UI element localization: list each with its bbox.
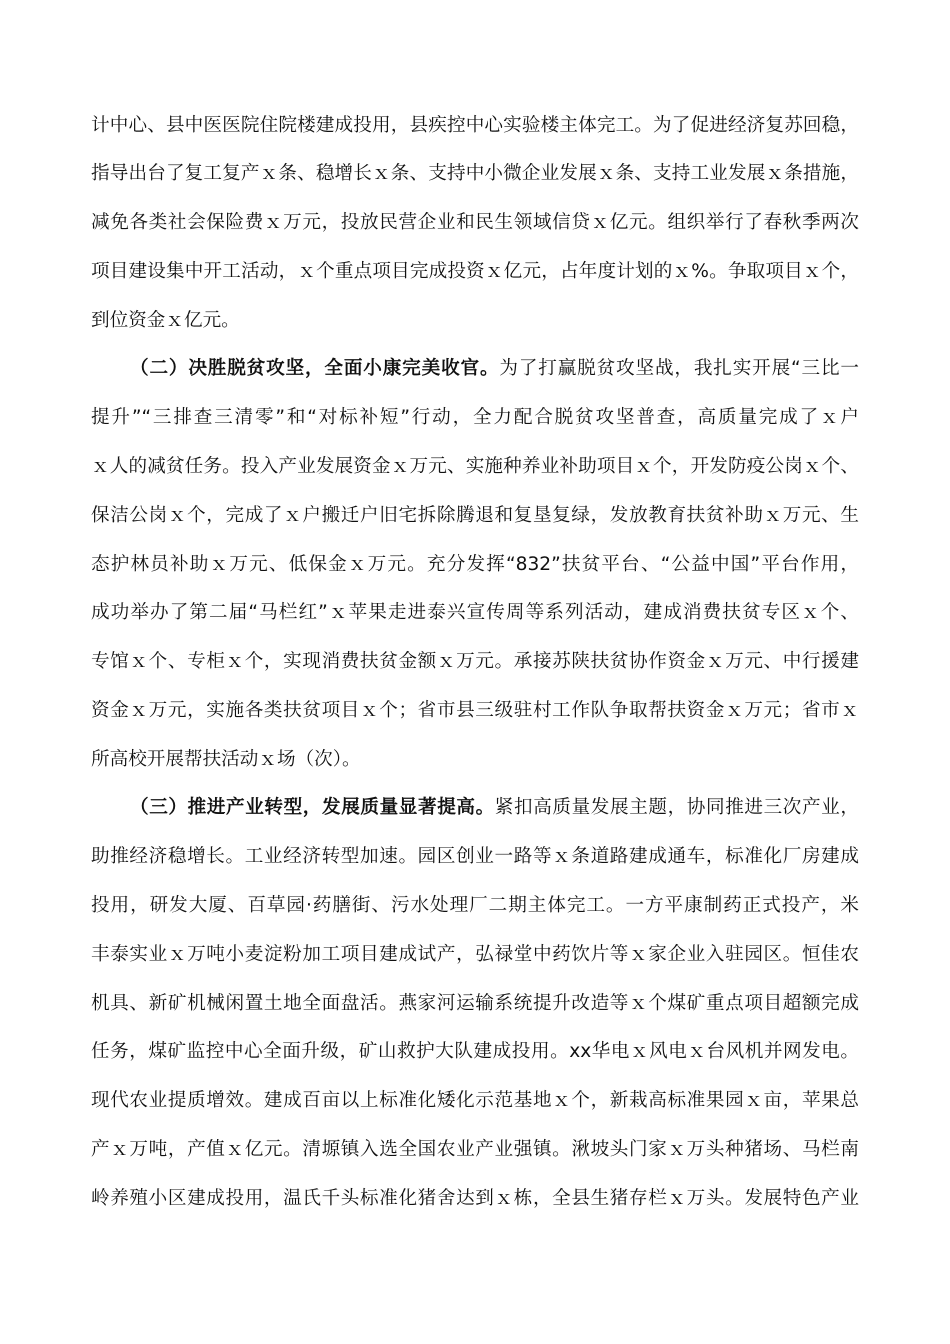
text-line: 现代农业提质增效。建成百亩以上标准化矮化示范基地ｘ个，新栽高标准果园ｘ亩，苹果总 [91, 1090, 859, 1111]
text-line: 资金ｘ万元，实施各类扶贫项目ｘ个；省市县三级驻村工作队争取帮扶资金ｘ万元；省市ｘ [91, 700, 859, 721]
text-line: 所高校开展帮扶活动ｘ场（次）。 [91, 749, 361, 770]
section-heading: （二）决胜脱贫攻坚，全面小康完美收官。 [130, 358, 500, 379]
text-line: 助推经济稳增长。工业经济转型加速。园区创业一路等ｘ条道路建成通车，标准化厂房建成 [91, 846, 859, 867]
text-line: 任务，煤矿监控中心全面升级，矿山救护大队建成投用。xx华电ｘ风电ｘ台风机并网发电。 [91, 1041, 859, 1062]
paragraph-first-line [130, 344, 859, 393]
text-line: 到位资金ｘ亿元。 [91, 310, 240, 331]
section-heading: （三）推进产业转型，发展质量显著提高。 [130, 797, 495, 818]
text-line: 岭养殖小区建成投用，温氏千头标准化猪舍达到ｘ栋，全县生猪存栏ｘ万头。发展特色产业 [91, 1188, 859, 1209]
text-line: 计中心、县中医医院住院楼建成投用，县疾控中心实验楼主体完工。为了促进经济复苏回稳， [91, 115, 859, 136]
text-line: 产ｘ万吨，产值ｘ亿元。清塬镇入选全国农业产业强镇。湫坡头门家ｘ万头种猪场、马栏南 [91, 1139, 859, 1160]
paragraph-first-line [130, 783, 859, 832]
text-line: 项目建设集中开工活动，ｘ个重点项目完成投资ｘ亿元，占年度计划的ｘ%。争取项目ｘ个， [91, 261, 859, 282]
text-run: 为了打赢脱贫攻坚战，我扎实开展“三比一 [499, 358, 859, 379]
text-line: 丰泰实业ｘ万吨小麦淀粉加工项目建成试产，弘禄堂中药饮片等ｘ家企业入驻园区。恒佳农 [91, 944, 859, 965]
text-line: 提升”“三排查三清零”和“对标补短”行动，全力配合脱贫攻坚普查，高质量完成了ｘ户 [91, 407, 859, 428]
text-line: 投用，研发大厦、百草园·药膳街、污水处理厂二期主体完工。一方平康制药正式投产，米 [91, 895, 859, 916]
text-line: 态护林员补助ｘ万元、低保金ｘ万元。充分发挥“832”扶贫平台、“公益中国”平台作用， [91, 554, 859, 575]
text-line: 成功举办了第二届“马栏红”ｘ苹果走进泰兴宣传周等系列活动，建成消费扶贫专区ｘ个、 [91, 602, 859, 623]
text-line: ｘ人的减贫任务。投入产业发展资金ｘ万元、实施种养业补助项目ｘ个，开发防疫公岗ｘ个、 [91, 456, 859, 477]
text-line: 保洁公岗ｘ个，完成了ｘ户搬迁户旧宅拆除腾退和复垦复绿，发放教育扶贫补助ｘ万元、生 [91, 505, 859, 526]
text-line: 减免各类社会保险费ｘ万元，投放民营企业和民生领域信贷ｘ亿元。组织举行了春秋季两次 [91, 212, 859, 233]
text-line: 指导出台了复工复产ｘ条、稳增长ｘ条、支持中小微企业发展ｘ条、支持工业发展ｘ条措施， [91, 163, 859, 184]
text-line: 专馆ｘ个、专柜ｘ个，实现消费扶贫金额ｘ万元。承接苏陕扶贫协作资金ｘ万元、中行援建 [91, 651, 859, 672]
text-line: 机具、新矿机械闲置土地全面盘活。燕家河运输系统提升改造等ｘ个煤矿重点项目超额完成 [91, 993, 859, 1014]
text-run: 紧扣高质量发展主题，协同推进三次产业， [494, 797, 859, 818]
